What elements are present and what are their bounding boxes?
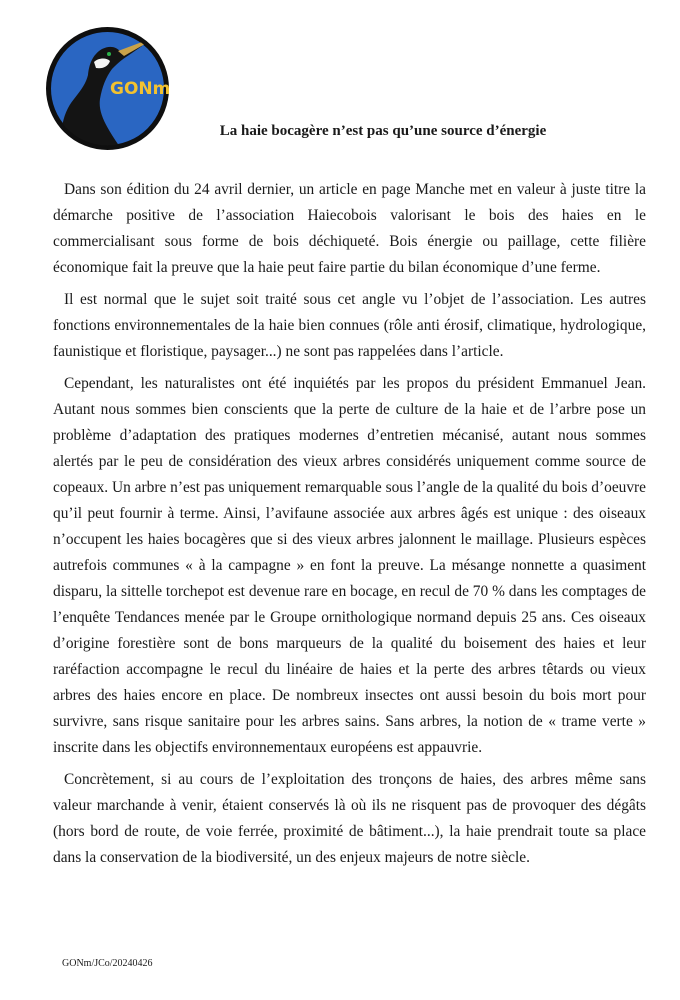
paragraph-3: Cependant, les naturalistes ont été inquiétés par les propos du président Emmanuel Jean. Autant nous sommes bien conscients que la perte de culture de la haie et de l’arbre pose un problème d’adaptation des pratiques modernes d’entretien mécanisé, autant nous sommes alertés par le peu de considération des vieux arbres considérés uniquement comme source de copeaux. Un arbre n’est pas uniquement remarquable sous l’angle de la qualité du bois d’oeuvre qu’il peut fournir à terme. Ainsi, l’avifaune associée aux arbres âgés est unique : des oiseaux n’occupent les haies bocagères que si des vieux arbres jalonnent le maillage. Plusieurs espèces autrefois communes « à la campagne » en font la preuve. La mésange nonnette a quasiment disparu, la sittelle torchepot est devenue rare en bocage, en recul de 70 % dans les comptages de l’enquête Tendances menée par le Groupe ornithologique normand depuis 25 ans. Ces oiseaux d’origine forestière sont de bons marqueurs de la qualité du boisement des haies et leur raréfaction accompagne le recul du linéaire de haies et la perte des arbres têtards ou vieux arbres des haies encore en place. De nombreux insectes ont aussi besoin du bois mort pour survivre, sans risque sanitaire pour les arbres sains. Sans arbres, la notion de « trame verte » inscrite dans les objectifs environnementaux européens est appauvrie. <box>53 375 646 756</box>
article-title: La haie bocagère n’est pas qu’une source d’énergie <box>219 123 547 139</box>
article-body <box>53 177 646 877</box>
paragraph-4: Concrètement, si au cours de l’exploitation des tronçons de haies, des arbres même sans valeur marchande à venir, étaient conservés là où ils ne risquent pas de provoquer des dégâts (hors bord de route, de voie ferrée, proximité de bâtiment...), la haie prendrait toute sa place dans la conservation de la biodiversité, un des enjeux majeurs de notre siècle. <box>53 771 646 866</box>
paragraph-2: Il est normal que le sujet soit traité sous cet angle vu l’objet de l’association. Les autres fonctions environnementales de la haie bien connues (rôle anti érosif, climatique, hydrologique, faunistique et floristique, paysager...) ne sont pas rappelées dans l’article. <box>53 291 646 360</box>
paragraph-1: Dans son édition du 24 avril dernier, un article en page Manche met en valeur à juste titre la démarche positive de l’association Haiecobois valorisant le bois des haies en le commercialisant sous forme de bois déchiqueté. Bois énergie ou paillage, cette filière économique fait la preuve que la haie peut faire partie du bilan économique d’une ferme. <box>53 181 646 276</box>
footer-reference: GONm/JCo/20240426 <box>62 958 153 969</box>
logo-text: GONm <box>110 79 169 99</box>
